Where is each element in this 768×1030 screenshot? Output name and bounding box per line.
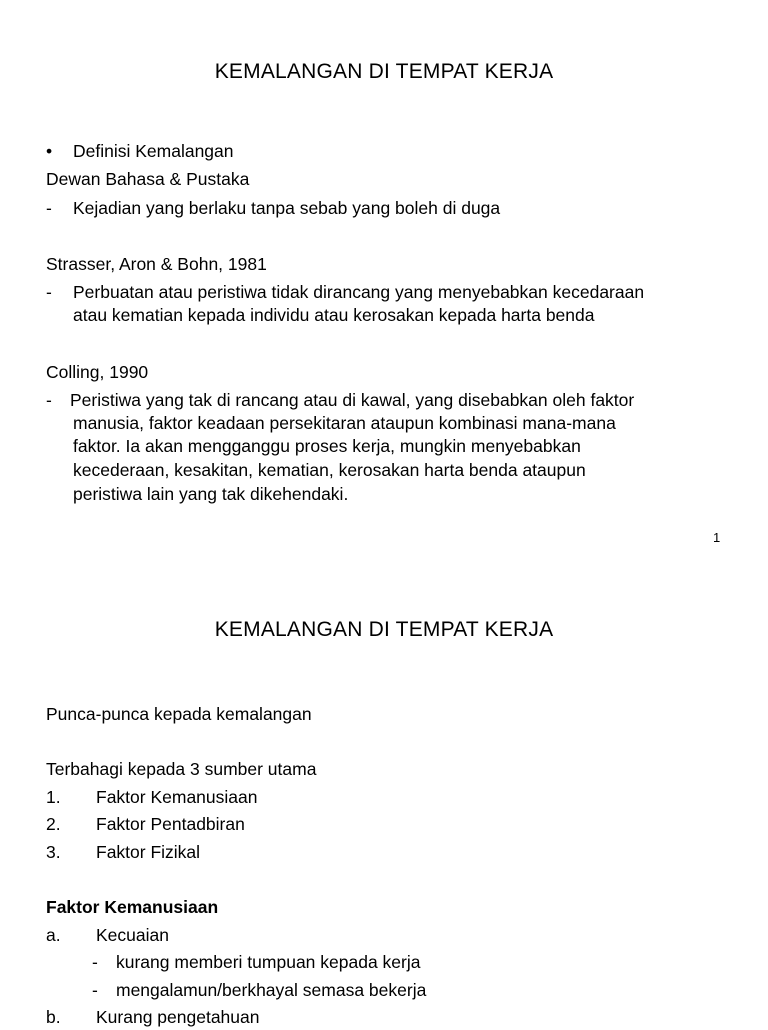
source-name: Colling, 1990: [46, 362, 149, 382]
list-number: 1.: [46, 787, 61, 807]
slide-title: KEMALANGAN DI TEMPAT KERJA: [214, 60, 554, 83]
definition-line: manusia, faktor keadaan persekitaran ataupun kombinasi mana-mana: [73, 413, 616, 433]
list-letter: b.: [46, 1007, 61, 1027]
sub-item: mengalamun/berkhayal semasa bekerja: [116, 980, 427, 1000]
list-number: 2.: [46, 814, 61, 834]
list-number: 3.: [46, 842, 61, 862]
intro-text: Punca-punca kepada kemalangan: [46, 704, 312, 724]
list-letter: a.: [46, 925, 61, 945]
list-item: Kecuaian: [96, 925, 169, 945]
source-name: Dewan Bahasa & Pustaka: [46, 169, 250, 189]
dash-marker: -: [92, 952, 98, 972]
definition-heading: Definisi Kemalangan: [73, 141, 234, 161]
definition-line: faktor. Ia akan mengganggu proses kerja, mungkin menyebabkan: [73, 436, 581, 456]
slide-2: [0, 560, 768, 1027]
definition-line: Kejadian yang berlaku tanpa sebab yang boleh di duga: [73, 198, 501, 218]
list-item: Kurang pengetahuan: [96, 1007, 260, 1027]
list-item: Faktor Fizikal: [96, 842, 201, 862]
dash-marker: -: [92, 980, 98, 1000]
source-name: Strasser, Aron & Bohn, 1981: [46, 254, 267, 274]
definition-line: kecederaan, kesakitan, kematian, kerosakan harta benda ataupun: [73, 460, 586, 480]
list-item: Faktor Kemanusiaan: [96, 787, 258, 807]
dash-marker: -: [46, 282, 52, 302]
page-number: 1: [713, 530, 721, 545]
definition-line: atau kematian kepada individu atau kerosakan kepada harta benda: [73, 305, 595, 325]
dash-marker: -: [46, 198, 52, 218]
definition-line: peristiwa lain yang tak dikehendaki.: [73, 484, 349, 504]
definition-line: Peristiwa yang tak di rancang atau di kawal, yang disebabkan oleh faktor: [70, 390, 635, 410]
list-item: Faktor Pentadbiran: [96, 814, 245, 834]
section-heading: Faktor Kemanusiaan: [46, 897, 219, 917]
sources-intro: Terbahagi kepada 3 sumber utama: [46, 759, 317, 779]
definition-line: Perbuatan atau peristiwa tidak dirancang yang menyebabkan kecedaraan: [73, 282, 645, 302]
sub-item: kurang memberi tumpuan kepada kerja: [116, 952, 421, 972]
bullet-icon: •: [46, 141, 53, 161]
dash-marker: -: [46, 390, 52, 410]
slide-title: KEMALANGAN DI TEMPAT KERJA: [214, 618, 554, 641]
